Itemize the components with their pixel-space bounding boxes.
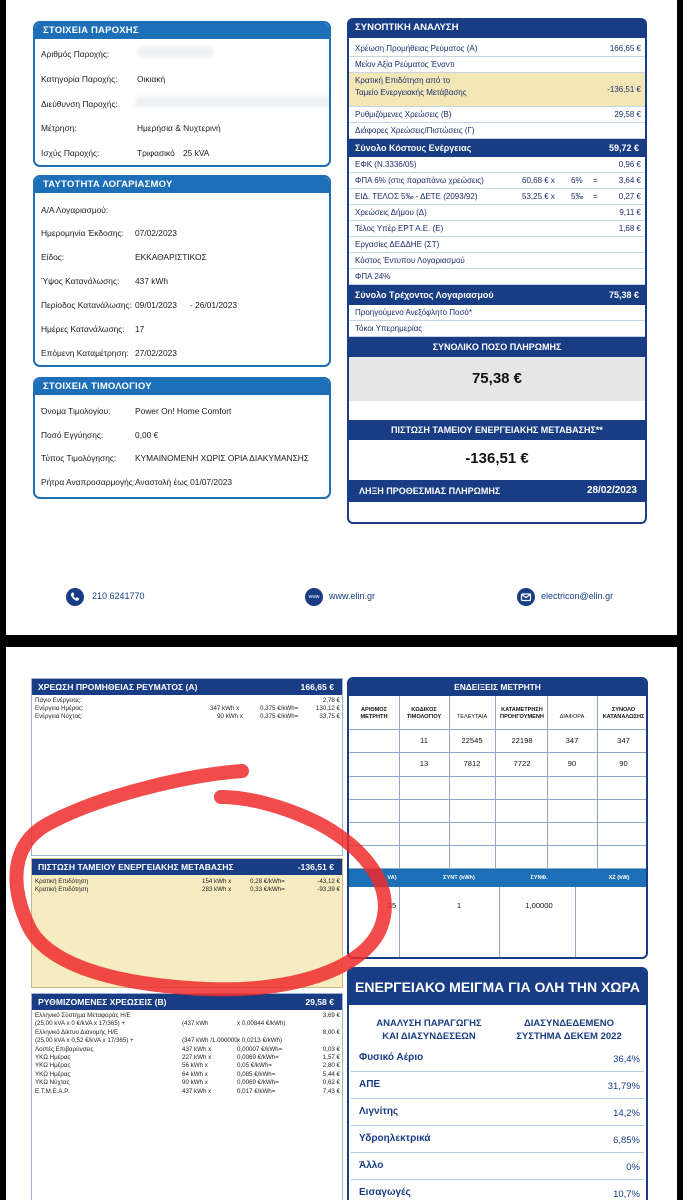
subsidy-price: 0,33 €/kWh= bbox=[250, 886, 285, 893]
mail-icon bbox=[517, 588, 535, 606]
mix-col-analysis: ΑΝΑΛΥΣΗ ΠΑΡΑΓΩΓΗΣ ΚΑΙ ΔΙΑΣΥΝΔΕΣΕΩΝ bbox=[376, 1018, 482, 1042]
tariff-name-label: Όνομα Τιμολογίου: bbox=[41, 406, 111, 416]
summary-row: Τόκοι Υπερημερίας bbox=[349, 321, 645, 337]
pricing-type-value: ΚΥΜΑΙΝΟΜΕΝΗ ΧΩΡΙΣ ΟΡΙΑ ΔΙΑΚΥΜΑΝΣΗΣ bbox=[135, 453, 309, 463]
supply-number-label: Αριθμός Παροχής: bbox=[41, 49, 110, 59]
regulated-line-a: ΥΚΩ Ημέρας bbox=[35, 1070, 71, 1078]
mix-row: ΑΠΕ 31,79% bbox=[351, 1072, 644, 1099]
issue-date-value: 07/02/2023 bbox=[135, 228, 177, 238]
meter-sub-cell: 1,00000 bbox=[525, 901, 553, 910]
meter-cell: 13 bbox=[419, 759, 429, 768]
days-label: Ημέρες Κατανάλωσης: bbox=[41, 324, 125, 334]
account-card-title: ΤΑΥΤΟΤΗΤΑ ΛΟΓΑΡΙΑΣΜΟΥ bbox=[35, 177, 329, 193]
footer-website[interactable]: www.elin.gr bbox=[329, 591, 376, 601]
regulated-title: ΡΥΘΜΙΖΟΜΕΝΕΣ ΧΡΕΩΣΕΙΣ (Β) 29,58 € bbox=[32, 994, 342, 1010]
footer-email[interactable]: electricon@elin.gr bbox=[541, 591, 614, 601]
period-start-value: 09/01/2023 bbox=[135, 300, 177, 310]
night-energy-qty: 90 kWh x bbox=[217, 713, 243, 720]
account-card bbox=[33, 175, 331, 367]
meter-cell: 22545 bbox=[461, 736, 483, 745]
total-payment-title: ΣΥΝΟΛΙΚΟ ΠΟΣΟ ΠΛΗΡΩΜΗΣ bbox=[349, 337, 645, 357]
summary-row: Χρέωση Προμήθειας Ρεύματος (Α) 166,65 € bbox=[349, 41, 645, 57]
day-energy-value: 130,12 € bbox=[315, 705, 340, 712]
regulated-line-value: 5,44 € bbox=[322, 1070, 340, 1078]
regulated-line-value: 0,03 € bbox=[322, 1045, 340, 1053]
meter-cell: 11 bbox=[420, 736, 428, 745]
meter-col-previous: ΚΑΤΑΜΕΤΡΗΣΗ ΠΡΟΗΓΟΥΜΕΝΗ bbox=[500, 707, 544, 720]
pricing-type-label: Τύπος Τιμολόγησης: bbox=[41, 453, 117, 463]
total-payment-amount: 75,38 € bbox=[349, 357, 645, 401]
regulated-line-a: (25,00 kVA x 0,52 €/kVA x 17/365) + bbox=[35, 1037, 134, 1045]
period-label: Περίοδος Κατανάλωσης: bbox=[41, 300, 132, 310]
supply-card-title: ΣΤΟΙΧΕΙΑ ΠΑΡΟΧΗΣ bbox=[35, 23, 329, 39]
summary-title: ΣΥΝΟΠΤΙΚΗ ΑΝΑΛΥΣΗ bbox=[347, 18, 647, 38]
consumption-label: Ύψος Κατανάλωσης: bbox=[41, 276, 120, 286]
regulated-line-a: Ε.Τ.Μ.Ε.Α.Ρ. bbox=[35, 1087, 70, 1095]
payment-deadline: ΛΗΞΗ ΠΡΟΘΕΣΜΙΑΣ ΠΛΗΡΩΜΗΣ 28/02/2023 bbox=[349, 480, 645, 502]
regulated-line-value: 1,57 € bbox=[322, 1054, 340, 1061]
tariff-card-title: ΣΤΟΙΧΕΙΑ ΤΙΜΟΛΟΓΙΟΥ bbox=[35, 379, 329, 395]
subsidy-qty: 283 kWh x bbox=[202, 886, 232, 893]
regulated-line-b: 56 kWh x bbox=[182, 1062, 208, 1070]
supply-card bbox=[33, 21, 331, 167]
next-reading-value: 27/02/2023 bbox=[135, 348, 177, 358]
summary-row-subsidy: Κρατική Επιδότηση από το Ταμείο Ενεργειακής Μετάβασης -136,51 € bbox=[349, 73, 645, 107]
regulated-line-b: 64 kWh x bbox=[182, 1070, 208, 1078]
meter-cell: 7722 bbox=[513, 759, 531, 768]
phone-icon bbox=[66, 588, 84, 606]
regulated-line-c: 0,0069 €/kWh= bbox=[237, 1079, 279, 1087]
regulated-line-b: 437 kWh x bbox=[182, 1087, 212, 1095]
meter-sub-col: ΣΥΝΦ. bbox=[530, 875, 548, 881]
regulated-line-b: 437 kWh x bbox=[182, 1045, 212, 1053]
issue-date-label: Ημερομηνία Έκδοσης: bbox=[41, 228, 124, 238]
red-annotation-circle bbox=[6, 647, 677, 1200]
mix-col-system: ΔΙΑΣΥΝΔΕΔΕΜΕΝΟ ΣΥΣΤΗΜΑ ΔΕΚΕΜ 2022 bbox=[516, 1018, 622, 1042]
footer-phone[interactable]: 210 6241770 bbox=[92, 591, 145, 601]
regulated-line-a: ΥΚΩ Νύχτας bbox=[35, 1079, 70, 1087]
meter-col-tariff: ΚΩΔΙΚΟΣ ΤΙΜΟΛΟΓΙΟΥ bbox=[406, 707, 442, 720]
summary-row: Κόστος Έντυπου Λογαριασμού bbox=[349, 253, 645, 269]
summary-row: Εργασίες ΔΕΔΔΗΕ (ΣΤ) bbox=[349, 237, 645, 253]
fixed-charge-value: 2,78 € bbox=[322, 697, 340, 704]
meter-sub-cell: 1 bbox=[456, 901, 462, 910]
bill-type-value: ΕΚΚΑΘΑΡΙΣΤΙΚΟΣ bbox=[135, 252, 207, 262]
mix-row: Λιγνίτης 14,2% bbox=[351, 1099, 644, 1126]
credit-block-title: ΠΙΣΤΩΣΗ ΤΑΜΕΙΟΥ ΕΝΕΡΓΕΙΑΚΗΣ ΜΕΤΑΒΑΣΗΣ -136,51 € bbox=[32, 859, 342, 875]
summary-row: Τέλος Υπέρ ΕΡΤ Α.Ε. (Ε) 1,68 € bbox=[349, 221, 645, 237]
regulated-line-value: 7,43 € bbox=[322, 1087, 340, 1095]
meter-cell: 347 bbox=[565, 736, 579, 745]
supply-power-label: Ισχύς Παροχής: bbox=[41, 148, 100, 158]
summary-row: ΕΦΚ (Ν.3336/05) 0,96 € bbox=[349, 157, 645, 173]
meter-col-diff: ΔΙΑΦΟΡΑ bbox=[559, 714, 585, 720]
regulated-line-b: (437 kWh bbox=[182, 1020, 209, 1028]
subsidy-label: Κρατική Επιδότηση bbox=[35, 886, 89, 893]
day-energy-label: Ενέργεια Ημέρας: bbox=[35, 705, 84, 712]
mix-row: Φυσικό Αέριο 36,4% bbox=[351, 1045, 644, 1072]
regulated-line-b: (347 kWh /1.000000 bbox=[182, 1037, 238, 1045]
meter-cell: 90 bbox=[567, 759, 577, 768]
consumption-value: 437 kWh bbox=[135, 276, 169, 286]
regulated-line-b: 90 kWh x bbox=[182, 1079, 208, 1087]
supply-address-label: Διεύθυνση Παροχής: bbox=[41, 99, 118, 109]
energy-mix-title: ΕΝΕΡΓΕΙΑΚΟ ΜΕΙΓΜΑ ΓΙΑ ΟΛΗ ΤΗΝ ΧΩΡΑ bbox=[349, 969, 646, 1005]
night-energy-label: Ενέργεια Νύχτας: bbox=[35, 713, 83, 720]
mix-row: Υδροηλεκτρικά 6,85% bbox=[351, 1126, 644, 1153]
bill-type-label: Είδος: bbox=[41, 252, 65, 262]
meter-cell: 347 bbox=[617, 736, 630, 745]
summary-row: Προηγούμενο Ανεξόφλητο Ποσό* bbox=[349, 305, 645, 321]
summary-row-current-total: Σύνολο Τρέχοντος Λογαριασμού 75,38 € bbox=[349, 285, 645, 305]
regulated-line-value: 3,69 € bbox=[322, 1012, 340, 1019]
regulated-line-c: x 0,0213 €/kWh) bbox=[237, 1037, 283, 1045]
regulated-line-value: 0,62 € bbox=[322, 1079, 340, 1087]
account-number-label: Α/Α Λογαριασμού: bbox=[41, 205, 109, 215]
regulated-line-c: x 0,00844 €/kWh) bbox=[237, 1020, 286, 1028]
fixed-charge-label: Πάγιο Ενέργειας: bbox=[35, 697, 82, 704]
meter-sub-col: ΣΥΝΤ (kWh) bbox=[443, 875, 475, 881]
subsidy-qty: 154 kWh x bbox=[202, 878, 232, 885]
next-reading-label: Επόμενη Καταμέτρηση: bbox=[41, 348, 129, 358]
summary-row: Διάφορες Χρεώσεις/Πιστώσεις (Γ) bbox=[349, 123, 645, 139]
regulated-line-value: 8,00 € bbox=[322, 1028, 340, 1036]
guarantee-value: 0,00 € bbox=[135, 430, 159, 440]
meter-title: ΕΝΔΕΙΞΕΙΣ ΜΕΤΡΗΤΗ bbox=[349, 679, 646, 696]
night-energy-price: 0,375 €/kWh= bbox=[260, 713, 299, 720]
supply-category-value: Οικιακή bbox=[137, 74, 166, 84]
day-energy-price: 0,375 €/kWh= bbox=[260, 705, 299, 712]
regulated-line-a: Ελληνικό Δίκτυο Διανομής Η/Ε bbox=[35, 1028, 118, 1036]
subsidy-value: -43,12 € bbox=[317, 878, 340, 885]
day-energy-qty: 347 kWh x bbox=[210, 705, 240, 712]
guarantee-label: Ποσό Εγγύησης: bbox=[41, 430, 104, 440]
tariff-name-value: Power On! Home Comfort bbox=[135, 406, 232, 416]
metering-value: Ημερήσια & Νυχτερινή bbox=[137, 123, 221, 133]
bill-page-1 bbox=[6, 0, 677, 635]
summary-row: Ρυθμιζόμενες Χρεώσεις (Β) 29,58 € bbox=[349, 107, 645, 123]
meter-col-total: ΣΥΝΟΛΟ ΚΑΤΑΝΑΛΩΣΗΣ bbox=[602, 707, 645, 720]
adjustment-label: Ρήτρα Αναπροσαρμογής: bbox=[41, 477, 136, 487]
meter-sub-cell: 25 bbox=[387, 901, 397, 910]
days-value: 17 bbox=[135, 324, 145, 334]
tariff-card bbox=[33, 377, 331, 499]
regulated-line-a: (25,00 kVA x 0 €/kVA x 17/365) + bbox=[35, 1020, 126, 1028]
summary-row-energy-total: Σύνολο Κόστους Ενέργειας 59,72 € bbox=[349, 139, 645, 157]
redacted-mark bbox=[138, 47, 213, 57]
regulated-line-a: Ελληνικό Σύστημα Μεταφοράς Η/Ε bbox=[35, 1012, 131, 1019]
meter-cell: 90 bbox=[619, 759, 628, 768]
redacted-mark bbox=[135, 97, 331, 107]
subsidy-price: 0,28 €/kWh= bbox=[250, 878, 285, 885]
supply-phase-value: Τριφασικό bbox=[137, 148, 175, 158]
credit-amount: -136,51 € bbox=[349, 440, 645, 478]
summary-row: ΦΠΑ 24% bbox=[349, 269, 645, 285]
regulated-line-c: 0,017 €/kWh= bbox=[237, 1087, 276, 1095]
supply-category-label: Κατηγορία Παροχής: bbox=[41, 74, 118, 84]
regulated-line-c: 0,0069 €/kWh= bbox=[237, 1054, 279, 1061]
regulated-line-c: 0,05 €/kWh= bbox=[237, 1062, 272, 1070]
adjustment-value: Αναστολή έως 01/07/2023 bbox=[135, 477, 233, 487]
meter-col-number: ΑΡΙΘΜΟΣ ΜΕΤΡΗΤΗ bbox=[360, 707, 388, 720]
regulated-line-c: 0,00007 €/kWh= bbox=[237, 1045, 283, 1053]
night-energy-value: 33,75 € bbox=[319, 713, 340, 720]
regulated-line-c: 0,085 €/kWh= bbox=[237, 1070, 276, 1078]
summary-row-vat: ΦΠΑ 6% (στις παραπάνω χρεώσεις) 60,68 € x 6% = 3,64 € bbox=[349, 173, 645, 189]
bill-page-2 bbox=[6, 647, 677, 1200]
supply-power-value: 25 kVA bbox=[183, 148, 210, 158]
supply-charge-title: ΧΡΕΩΣΗ ΠΡΟΜΗΘΕΙΑΣ ΡΕΥΜΑΤΟΣ (Α) 166,65 € bbox=[32, 679, 342, 695]
regulated-line-a: ΥΚΩ Ημέρας bbox=[35, 1054, 71, 1061]
meter-sub-col: ΧΖ (kW) bbox=[608, 875, 630, 881]
regulated-line-b: 227 kWh x bbox=[182, 1054, 212, 1061]
credit-title: ΠΙΣΤΩΣΗ ΤΑΜΕΙΟΥ ΕΝΕΡΓΕΙΑΚΗΣ ΜΕΤΑΒΑΣΗΣ** bbox=[349, 420, 645, 440]
summary-panel bbox=[347, 18, 647, 524]
mix-row: Εισαγωγές 10,7% bbox=[351, 1180, 644, 1200]
subsidy-value: -93,39 € bbox=[317, 886, 340, 893]
meter-col-last: ΤΕΛΕΥΤΑΙΑ bbox=[456, 714, 488, 720]
regulated-line-value: 2,80 € bbox=[322, 1062, 340, 1070]
meter-cell: 7812 bbox=[463, 759, 481, 768]
metering-label: Μέτρηση: bbox=[41, 123, 77, 133]
period-end-value: - 26/01/2023 bbox=[190, 300, 238, 310]
meter-sub-col: VA) bbox=[387, 875, 397, 881]
mix-row: Άλλο 0% bbox=[351, 1153, 644, 1180]
meter-cell: 22198 bbox=[511, 736, 533, 745]
summary-row: Χρεώσεις Δήμου (Δ) 9,11 € bbox=[349, 205, 645, 221]
subsidy-label: Κρατική Επιδότηση bbox=[35, 878, 89, 885]
regulated-line-a: Λοιπές Επιβαρύνσεις bbox=[35, 1045, 94, 1053]
summary-row-special-tax: ΕΙΔ. ΤΕΛΟΣ 5‰ - ΔΕΤΕ (2093/92) 53,25 € x 5‰ = 0,27 € bbox=[349, 189, 645, 205]
regulated-line-a: ΥΚΩ Ημέρας bbox=[35, 1062, 71, 1070]
summary-row: Μείον Αξία Ρεύματος Έναντι bbox=[349, 57, 645, 73]
globe-icon: www bbox=[305, 588, 323, 606]
